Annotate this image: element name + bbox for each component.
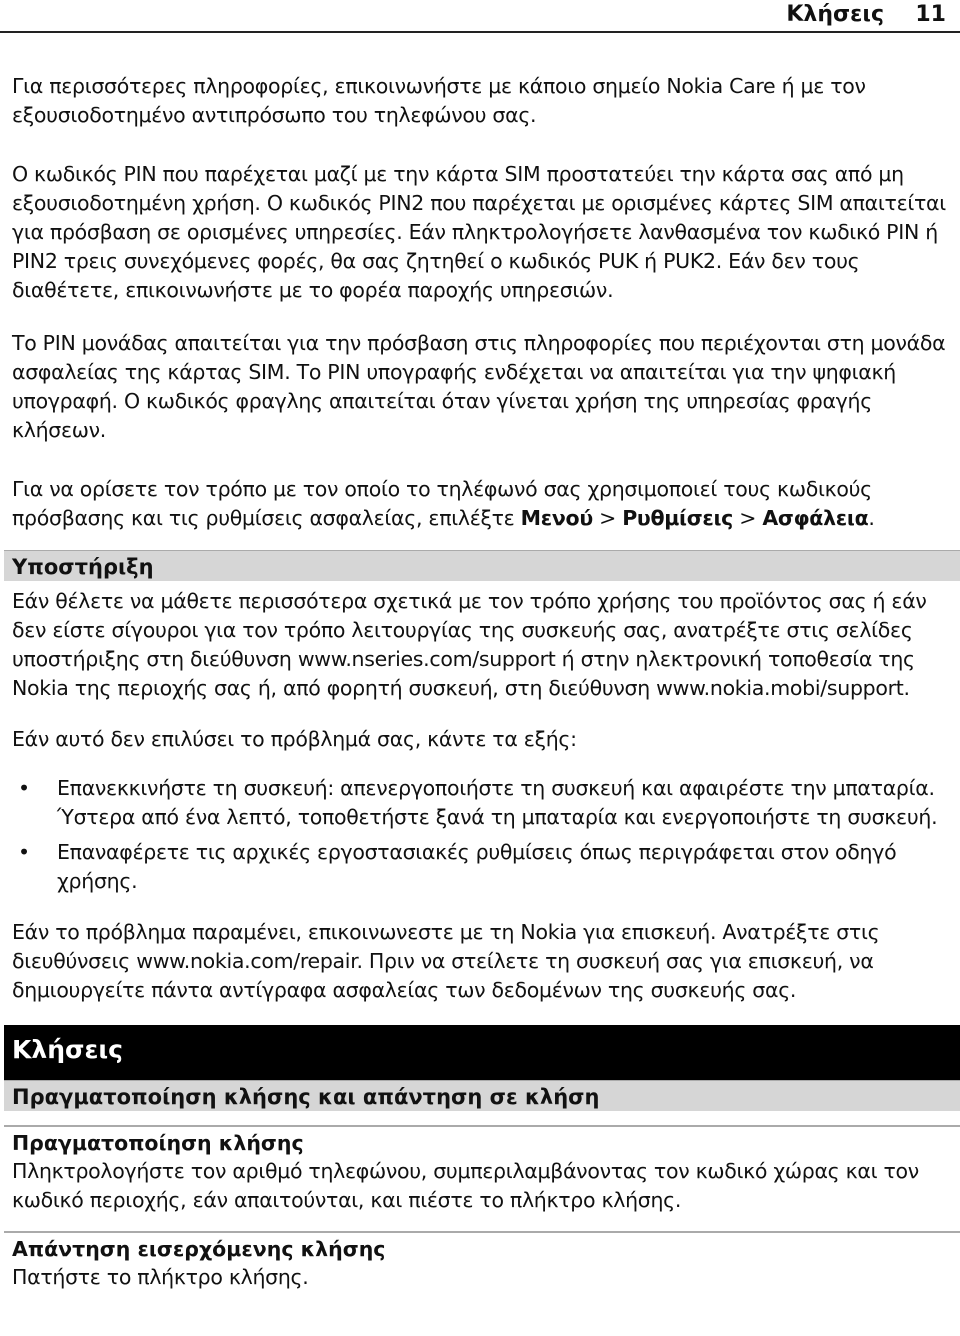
page-content [12,72,948,1292]
calls-chapter-heading: Κλήσεις [4,1025,960,1080]
support-if-not-solved: Εάν αυτό δεν επιλύσει το πρόβλημά σας, κάντε τα εξής: [12,727,577,751]
list-item: • Επανεκκινήστε τη συσκευή: απενεργοποιήστε τη συσκευή και αφαιρέστε την μπαταρία. Ύστερα από ένα λεπτό, τοποθετήστε ξανά τη μπαταρία και ενεργοποιήστε τη συσκευή. [18,776,938,829]
menu-path-separator: > [592,506,623,530]
bullet: • [18,840,30,864]
make-call-text: Πληκτρολογήστε τον αριθμό τηλεφώνου, συμπεριλαμβάνοντας τον κωδικό χώρας και τον κωδικό περιοχής, εάν απαιτούνται, και πιέστε το πλήκτρο κλήσης. [12,1159,919,1212]
page-header [0,0,960,33]
support-heading: Υποστήριξη [4,550,960,581]
paragraph-access-codes-text: Για να ορίσετε τον τρόπο με τον οποίο το τηλέφωνό σας χρησιμοποιεί τους κωδικούς πρόσβασης και τις ρυθμίσεις ασφαλείας, επιλέξτε [12,477,872,530]
answer-call-text: Πατήστε το πλήκτρο κλήσης. [12,1265,309,1289]
support-paragraph: Εάν θέλετε να μάθετε περισσότερα σχετικά με τον τρόπο χρήσης του προϊόντος σας ή εάν δεν είστε σίγουροι για τον τρόπο λειτουργίας της συσκευής σας, ανατρέξτε στις σελίδες υποστήριξης στη διεύθυνση www.nseries.com/support ή στην ηλεκτρονική τοποθεσία της Nokia της περιοχής σας ή, από φορητή συσκευή, στη διεύθυνση www.nokia.mobi/support. [12,589,927,700]
paragraph-nokia-care: Για περισσότερες πληροφορίες, επικοινωνήστε με κάποιο σημείο Nokia Care ή με τον εξουσιοδοτημένο αντιπρόσωπο του τηλεφώνου σας. [12,74,866,127]
answer-call-heading: Απάντηση εισερχόμενης κλήσης [4,1231,960,1261]
page-number: 11 [915,2,946,27]
menu-path-settings: Ρυθμίσεις [622,506,734,530]
make-call-heading: Πραγματοποίηση κλήσης [4,1125,960,1155]
list-item: • Επαναφέρετε τις αρχικές εργοστασιακές ρυθμίσεις όπως περιγράφεται στον οδηγό χρήσης. [18,840,897,893]
menu-path-end: . [868,506,875,530]
calls-section-heading: Πραγματοποίηση κλήσης και απάντηση σε κλήση [4,1080,960,1111]
paragraph-access-codes [12,475,948,533]
menu-path-security: Ασφάλεια [762,506,869,530]
menu-path-separator: > [733,506,763,530]
support-steps-list [12,774,948,896]
paragraph-pin-codes: Ο κωδικός PIN που παρέχεται μαζί με την κάρτα SIM προστατεύει την κάρτα σας από μη εξουσιοδοτημένη χρήση. Ο κωδικός PIN2 που παρέχεται με ορισμένες κάρτες SIM απαιτείται για πρόσβαση σε ορισμένες υπηρεσίες. Εάν πληκτρολογήσετε λανθασμένα τον κωδικό PIN ή PIN2 τρεις συνεχόμενες φορές, θα σας ζητηθεί ο κωδικός PUK ή PUK2. Εάν δεν τους διαθέτετε, επικοινωνήστε με το φορέα παροχής υπηρεσιών. [12,162,946,302]
paragraph-module-pin: Το PIN μονάδας απαιτείται για την πρόσβαση στις πληροφορίες που περιέχονται στη μονάδα ασφαλείας της κάρτας SIM. Το PIN υπογραφής ενδέχεται να απαιτείται για την ψηφιακή υπογραφή. Ο κωδικός φραγλης απαιτείται όταν γίνεται χρήση της υπηρεσίας φραγής κλήσεων. [12,331,946,442]
chapter-title: Κλήσεις [786,2,884,27]
menu-path-menu: Μενού [520,506,593,530]
bullet: • [18,776,30,800]
support-repair-paragraph: Εάν το πρόβλημα παραμένει, επικοινωνεστε με τη Nokia για επισκευή. Ανατρέξτε στις διευθύνσεις www.nokia.com/repair. Πριν να στείλετε τη συσκευή σας για επισκευή, να δημιουργείτε πάντα αντίγραφα ασφαλείας των δεδομένων της συσκευής σας. [12,920,880,1002]
